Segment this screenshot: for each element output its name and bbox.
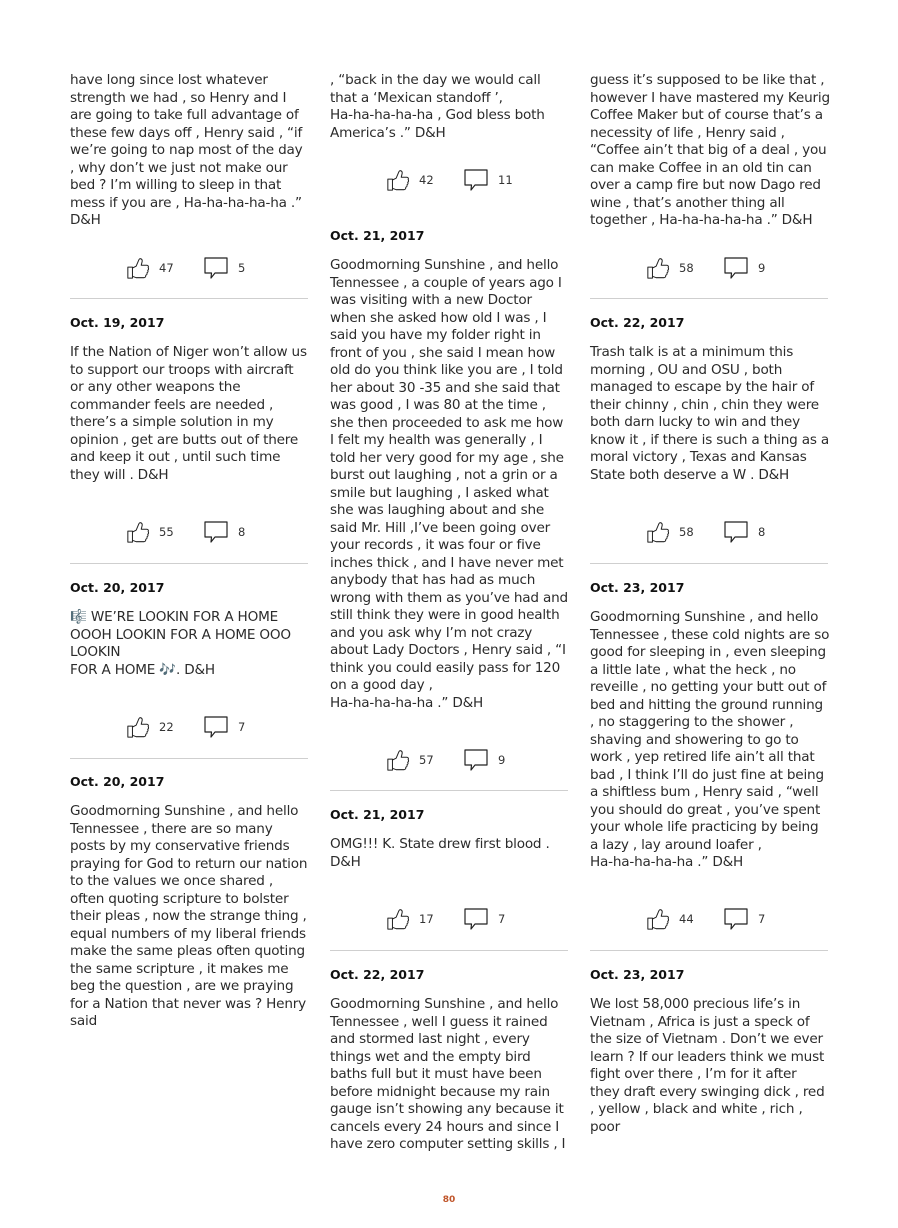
divider [590,950,828,951]
comment-count: 9 [498,753,506,767]
comment-button[interactable] [203,518,245,546]
post-text: We lost 58,000 precious life’s in Vietnam , Africa is just a speck of the size of Vietnam . Don’t we ever learn ? If our leaders think we must fight over there , I’m for it after they draft every swinging dick , red , yellow , black and white , rich , poor [590,996,825,1135]
thumbs-up-icon [386,748,410,772]
comment-bubble-icon [203,714,229,740]
like-count: 47 [159,261,174,275]
thumbs-up-icon [646,256,670,280]
post-stats [330,166,570,194]
comment-button[interactable] [463,166,513,194]
comment-button[interactable] [463,905,505,933]
like-count: 57 [419,753,434,767]
post-date: Oct. 22, 2017 [590,315,685,330]
comment-count: 7 [758,912,766,926]
like-count: 44 [679,912,694,926]
thumbs-up-icon [646,520,670,544]
comment-bubble-icon [723,906,749,932]
post-stats [590,254,830,282]
post-text: If the Nation of Niger won’t allow us to support our troops with aircraft or any other weapons the commander feels are needed , there’s a simple solution in my opinion , get are butts out of there and keep it out , until such time they will . D&H [70,344,307,483]
like-count: 17 [419,912,434,926]
divider [590,563,828,564]
page-number: 80 [442,1195,456,1205]
post-text: Goodmorning Sunshine , and hello Tennessee , these cold nights are so good for sleeping in , even sleeping a little late , what the heck , no reveille , no getting your butt out of bed and hitting the ground running , no staggering to the shower , shaving and showering to go to work , yep retired life ain’t all that bad , I think I’ll do just fine at being a shiftless bum , Henry said , “well you should do great , you’ve spent your whole life practicing by being a lazy , lay around loafer , Ha-ha-ha-ha-ha .” D&H [590,609,830,870]
post-date: Oct. 23, 2017 [590,967,685,982]
like-button[interactable] [646,905,694,933]
divider [330,790,568,791]
comment-button[interactable] [723,254,765,282]
post-text: guess it’s supposed to be like that , however I have mastered my Keurig Coffee Maker but of course that’s a necessity of life , Henry said , “Coffee ain’t that big of a deal , you can make Coffee in an old tin can over a camp fire but now Dago red wine , that’s another thing all together , Ha-ha-ha-ha-ha .” D&H [590,72,830,228]
post-date: Oct. 21, 2017 [330,228,425,243]
divider [70,563,308,564]
comment-button[interactable] [463,746,505,774]
post-text: have long since lost whatever strength we had , so Henry and I are going to take full advantage of these few days off , Henry said , “if we’re going to nap most of the day , why don’t we just not make our bed ? I’m willing to sleep in that mess if you are , Ha-ha-ha-ha-ha .” D&H [70,72,303,228]
post-stats [330,746,570,774]
comment-button[interactable] [203,713,245,741]
comment-button[interactable] [203,254,245,282]
like-button[interactable] [386,166,434,194]
like-count: 22 [159,720,174,734]
like-button[interactable] [646,254,694,282]
like-button[interactable] [646,518,694,546]
post-stats [330,905,570,933]
post-date: Oct. 20, 2017 [70,774,165,789]
comment-bubble-icon [463,906,489,932]
comment-count: 8 [758,525,766,539]
comment-count: 9 [758,261,766,275]
thumbs-up-icon [386,168,410,192]
post-text: 🎼 WE’RE LOOKIN FOR A HOME OOOH LOOKIN FOR A HOME OOO LOOKIN FOR A HOME 🎶. D&H [70,609,291,678]
post-date: Oct. 19, 2017 [70,315,165,330]
post-text: OMG!!! K. State drew first blood . D&H [330,836,550,870]
post-stats [70,254,310,282]
comment-button[interactable] [723,905,765,933]
post-date: Oct. 21, 2017 [330,807,425,822]
comment-bubble-icon [203,255,229,281]
comment-button[interactable] [723,518,765,546]
post-stats [590,518,830,546]
comment-count: 7 [238,720,246,734]
comment-count: 11 [498,173,513,187]
post-text: Goodmorning Sunshine , and hello Tennessee , there are so many posts by my conservative friends praying for God to return our nation to the values we once shared , often quoting scripture to bolster their pleas , now the strange thing , equal numbers of my liberal friends make the same pleas often quoting the same scripture , it makes me beg the question , are we praying for a Nation that never was ? Henry said [70,803,308,1029]
post-stats [590,905,830,933]
like-count: 58 [679,525,694,539]
like-button[interactable] [386,905,434,933]
comment-bubble-icon [723,519,749,545]
post-text: Trash talk is at a minimum this morning , OU and OSU , both managed to escape by the hair of their chinny , chin , chin they were both darn lucky to win and they know it , if there is such a thing as a moral victory , Texas and Kansas State both deserve a W . D&H [590,344,829,483]
post-stats [70,518,310,546]
post-text: Goodmorning Sunshine , and hello Tennessee , well I guess it rained and stormed last night , every things wet and the empty bird baths full but it must have been before midnight because my rain gauge isn’t showing any because it cancels every 24 hours and since I have zero computer setting skills , I [330,996,566,1152]
like-count: 55 [159,525,174,539]
like-button[interactable] [386,746,434,774]
post-text: Goodmorning Sunshine , and hello Tennessee , a couple of years ago I was visiting with a new Doctor when she asked how old I was , I said you have my folder right in front of you , she said I mean how old do you think like you are , I told her about 30 -35 and she said that was good , I was 80 at the time , she then proceeded to ask me how I felt my health was generally , I told her very good for my age , she burst out laughing , not a grin or a smile but laughing , I asked what she was laughing about and she said Mr. Hill ,I’ve been going over your records , it was four or five inches thick , and I have never met anybody that has had as much wrong with them as you’ve had and still think they were in good health and you ask why I’m not crazy about Lady Doctors , Henry said , “I think you could easily pass for 120 on a good day , Ha-ha-ha-ha-ha .” D&H [330,257,568,711]
post-date: Oct. 22, 2017 [330,967,425,982]
divider [70,758,308,759]
divider [70,298,308,299]
thumbs-up-icon [126,520,150,544]
thumbs-up-icon [126,715,150,739]
like-button[interactable] [126,713,174,741]
like-button[interactable] [126,254,174,282]
like-button[interactable] [126,518,174,546]
comment-bubble-icon [723,255,749,281]
post-date: Oct. 20, 2017 [70,580,165,595]
comment-bubble-icon [203,519,229,545]
post-date: Oct. 23, 2017 [590,580,685,595]
like-count: 58 [679,261,694,275]
post-stats [70,713,310,741]
divider [590,298,828,299]
thumbs-up-icon [126,256,150,280]
comment-count: 8 [238,525,246,539]
thumbs-up-icon [646,907,670,931]
comment-count: 7 [498,912,506,926]
thumbs-up-icon [386,907,410,931]
comment-bubble-icon [463,167,489,193]
comment-bubble-icon [463,747,489,773]
post-text: , “back in the day we would call that a ‘Mexican standoff ’, Ha-ha-ha-ha-ha , God bless both America’s .” D&H [330,72,545,141]
comment-count: 5 [238,261,246,275]
divider [330,950,568,951]
like-count: 42 [419,173,434,187]
